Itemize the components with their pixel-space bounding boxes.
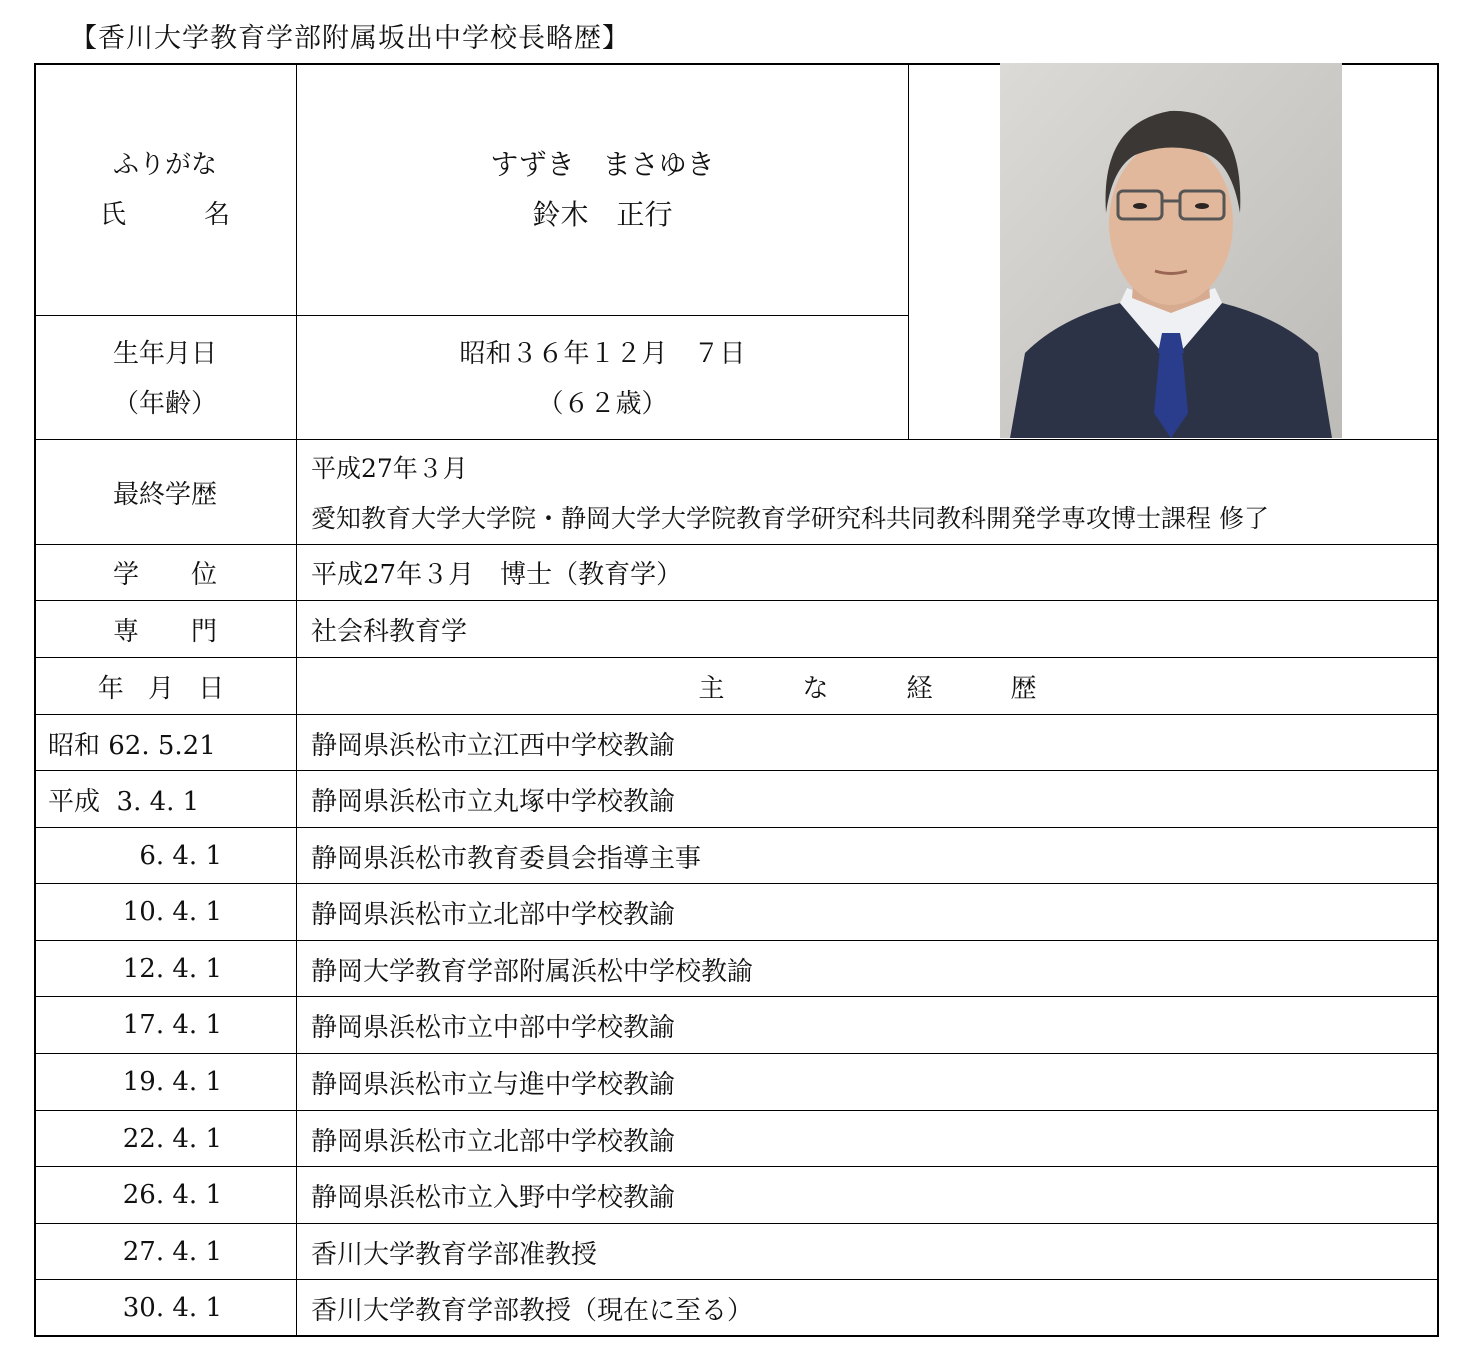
name-value: 鈴木 正行 bbox=[532, 198, 673, 231]
degree-label-cell bbox=[34, 545, 296, 600]
career-date: 27. 4. 1 bbox=[122, 1237, 222, 1267]
career-date-header bbox=[34, 658, 296, 714]
career-date: 26. 4. 1 bbox=[122, 1180, 222, 1210]
name-value-cell bbox=[297, 140, 908, 240]
career-item: 静岡県浜松市教育委員会指導主事 bbox=[311, 843, 702, 874]
education-detail: 愛知教育大学大学院・静岡大学大学院教育学研究科共同教科開発学専攻博士課程 修了 bbox=[311, 504, 1269, 533]
education-value-cell bbox=[297, 444, 1438, 544]
career-item: 香川大学教育学部准教授 bbox=[311, 1239, 598, 1270]
birth-value-cell bbox=[297, 329, 908, 429]
degree-value-cell bbox=[297, 545, 1438, 600]
career-date: 昭和 62. 5.21 bbox=[48, 730, 216, 761]
specialty-label: 専 門 bbox=[112, 616, 217, 647]
portrait-illustration bbox=[1000, 63, 1342, 438]
education-label: 最終学歴 bbox=[112, 479, 217, 510]
career-item: 静岡県浜松市立北部中学校教諭 bbox=[311, 1126, 676, 1157]
age-label: （年齢） bbox=[112, 389, 217, 419]
career-date: 30. 4. 1 bbox=[122, 1293, 222, 1323]
career-item: 静岡県浜松市立与進中学校教諭 bbox=[311, 1069, 676, 1100]
education-date: 平成27年３月 bbox=[311, 454, 468, 483]
career-item: 香川大学教育学部教授（現在に至る） bbox=[311, 1295, 754, 1326]
career-item: 静岡県浜松市立北部中学校教諭 bbox=[311, 899, 676, 930]
page-title: 【香川大学教育学部附属坂出中学校長略歴】 bbox=[70, 23, 630, 54]
career-history-header bbox=[297, 658, 1438, 714]
birthdate-value: 昭和３６年１２月 ７日 bbox=[459, 339, 746, 369]
specialty-label-cell bbox=[34, 601, 296, 657]
career-item: 静岡大学教育学部附属浜松中学校教諭 bbox=[311, 956, 754, 987]
furigana-label: ふりがな bbox=[112, 150, 217, 180]
career-item: 静岡県浜松市立江西中学校教諭 bbox=[311, 730, 676, 761]
birth-label: 生年月日 bbox=[112, 339, 217, 369]
career-date: 22. 4. 1 bbox=[122, 1124, 222, 1154]
row-divider bbox=[34, 315, 909, 316]
furigana-value: すずき まさゆき bbox=[490, 148, 715, 181]
career-item: 静岡県浜松市立入野中学校教諭 bbox=[311, 1182, 676, 1213]
career-date: 19. 4. 1 bbox=[122, 1067, 222, 1097]
career-date: 10. 4. 1 bbox=[122, 897, 222, 927]
age-value: （６２歳） bbox=[537, 389, 668, 419]
education-label-cell bbox=[34, 440, 296, 544]
photo-column-divider bbox=[908, 63, 909, 440]
career-date: 6. 4. 1 bbox=[139, 841, 222, 871]
career-date-label: 年 月 日 bbox=[97, 673, 233, 704]
specialty-value: 社会科教育学 bbox=[311, 616, 468, 647]
career-history-label: 主 な 経 歴 bbox=[698, 673, 1037, 704]
degree-label: 学 位 bbox=[112, 560, 217, 590]
career-date: 12. 4. 1 bbox=[122, 954, 222, 984]
career-item: 静岡県浜松市立中部中学校教諭 bbox=[311, 1012, 676, 1043]
career-date: 平成 3. 4. 1 bbox=[48, 786, 200, 817]
name-label: 氏 名 bbox=[99, 200, 230, 230]
portrait-photo bbox=[1000, 63, 1342, 438]
birth-label-cell bbox=[34, 329, 296, 429]
name-label-cell bbox=[34, 140, 296, 240]
career-item: 静岡県浜松市立丸塚中学校教諭 bbox=[311, 786, 676, 817]
degree-value: 平成27年３月 博士（教育学） bbox=[311, 560, 683, 590]
career-date: 17. 4. 1 bbox=[122, 1010, 222, 1040]
specialty-value-cell bbox=[297, 601, 1438, 657]
